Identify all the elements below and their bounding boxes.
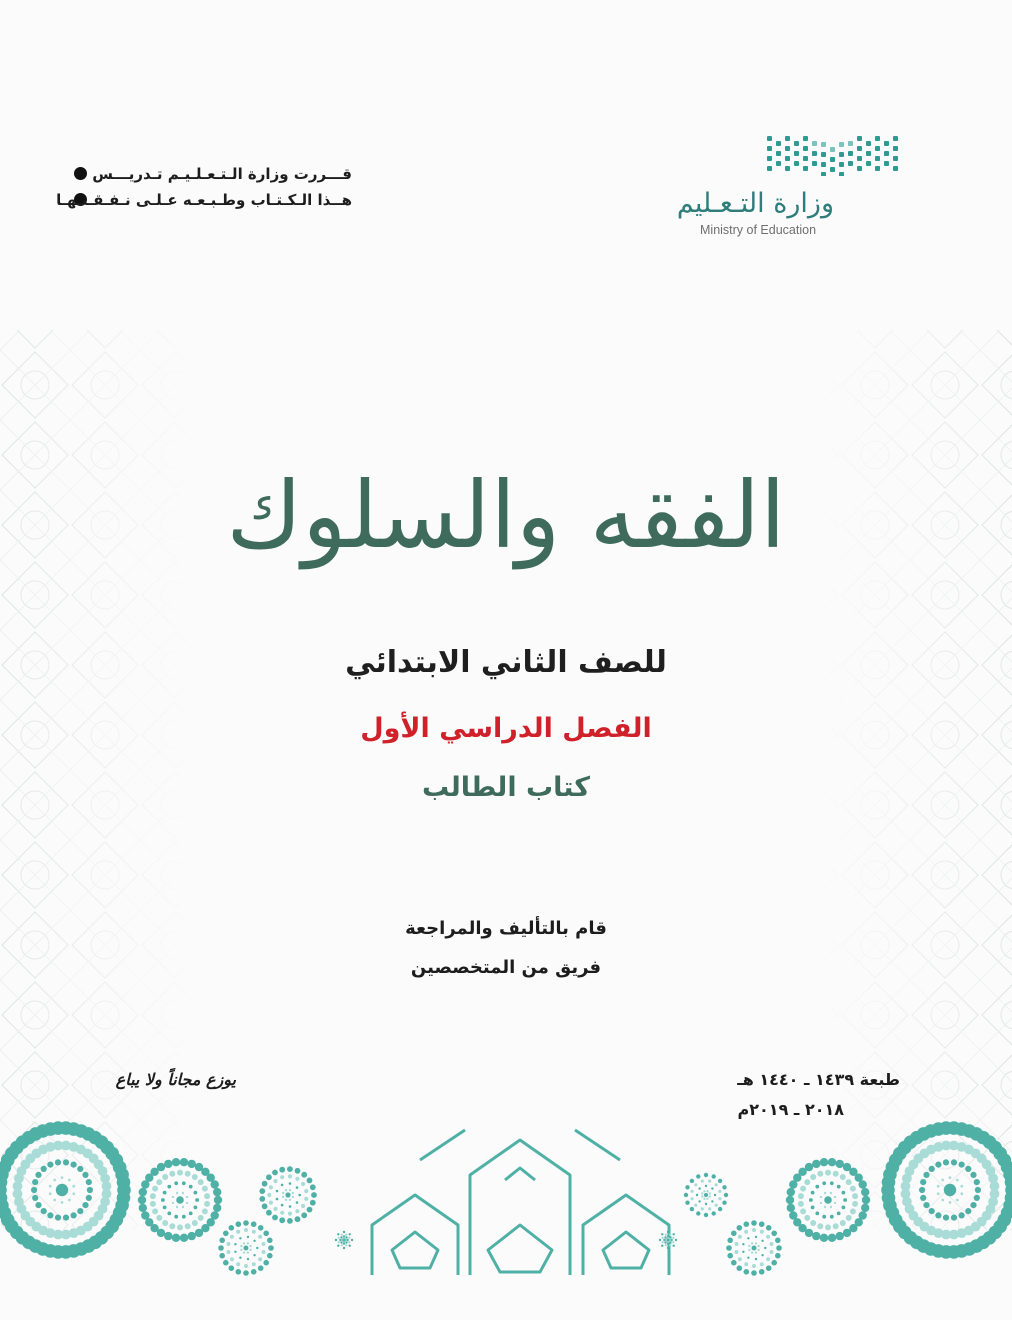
logo-dot (794, 151, 799, 156)
logo-dot (893, 156, 898, 161)
ministry-logo-dots-icon (765, 134, 905, 176)
rosette-icon (0, 1121, 131, 1258)
logo-dot (839, 152, 844, 157)
logo-dot (884, 141, 889, 146)
logo-dot (848, 141, 853, 146)
ministry-notice-line2: هــذا الـكـتـاب وطـبـعـه عـلـى نـفـقـتـهـا (56, 191, 352, 209)
logo-dot (767, 166, 772, 171)
logo-dot (839, 162, 844, 167)
logo-dot (848, 161, 853, 166)
logo-dot (767, 146, 772, 151)
logo-dot (803, 166, 808, 171)
logo-dot (839, 142, 844, 147)
logo-dot (830, 167, 835, 172)
logo-english-text: Ministry of Education (700, 223, 817, 237)
book-title: الفقه والسلوك (226, 462, 786, 569)
logo-dot (857, 136, 862, 141)
logo-dot (803, 156, 808, 161)
logo-dot (794, 141, 799, 146)
logo-dot (812, 141, 817, 146)
rosette-icon (659, 1231, 677, 1249)
logo-dot (875, 136, 880, 141)
logo-dot (875, 166, 880, 171)
rosette-icon (218, 1220, 274, 1276)
logo-dot (875, 146, 880, 151)
logo-dot (821, 162, 826, 167)
logo-dot (812, 161, 817, 166)
logo-dot (893, 136, 898, 141)
rosette-icon (335, 1231, 353, 1249)
logo-dot (821, 172, 826, 176)
logo-dot (884, 161, 889, 166)
edition-gregorian: ٢٠١٨ ـ ٢٠١٩م (737, 1100, 844, 1119)
logo-dot (848, 151, 853, 156)
logo-arabic-text: وزارة التـعـليم (676, 188, 834, 219)
logo-dot (785, 136, 790, 141)
edition-hijri: طبعة ١٤٣٩ ـ ١٤٤٠ هـ (737, 1070, 900, 1089)
free-distribution-note: يوزع مجاناً ولا يباع (115, 1070, 236, 1089)
logo-dot (821, 142, 826, 147)
logo-dot (794, 161, 799, 166)
term-subtitle: الفصل الدراسي الأول (360, 713, 652, 744)
logo-dot (866, 141, 871, 146)
logo-dot (857, 156, 862, 161)
logo-dot (893, 166, 898, 171)
book-type: كتاب الطالب (422, 772, 590, 803)
rosette-icon (881, 1121, 1012, 1258)
rosette-icon (726, 1220, 782, 1276)
logo-dot (830, 147, 835, 152)
logo-dot (785, 166, 790, 171)
logo-dot (857, 146, 862, 151)
logo-dot (884, 151, 889, 156)
logo-dot (875, 156, 880, 161)
logo-dot (776, 151, 781, 156)
logo-dot (821, 152, 826, 157)
credits-line2: فريق من المتخصصين (410, 957, 602, 978)
logo-dot (866, 151, 871, 156)
rosette-icon (786, 1158, 870, 1242)
rosette-icon (684, 1173, 728, 1217)
rosette-icon (259, 1166, 317, 1224)
logo-dot (893, 146, 898, 151)
bullet-icon (74, 167, 87, 180)
credits-line1: قام بالتأليف والمراجعة (405, 918, 607, 939)
logo-dot (767, 156, 772, 161)
logo-dot (866, 161, 871, 166)
logo-dot (776, 161, 781, 166)
ministry-notice-line1: قـــررت وزارة الـتـعـلـيـم تـدريـــس (92, 165, 352, 183)
logo-dot (785, 146, 790, 151)
grade-subtitle: للصف الثاني الابتدائي (345, 645, 667, 680)
logo-dot (839, 172, 844, 176)
logo-dot (803, 136, 808, 141)
rosette-ornaments (0, 1080, 1012, 1320)
logo-dot (785, 156, 790, 161)
logo-dot (767, 136, 772, 141)
logo-dot (857, 166, 862, 171)
rosette-icon (138, 1158, 222, 1242)
logo-dot (776, 141, 781, 146)
logo-dot (803, 146, 808, 151)
logo-dot (830, 157, 835, 162)
logo-dot (812, 151, 817, 156)
